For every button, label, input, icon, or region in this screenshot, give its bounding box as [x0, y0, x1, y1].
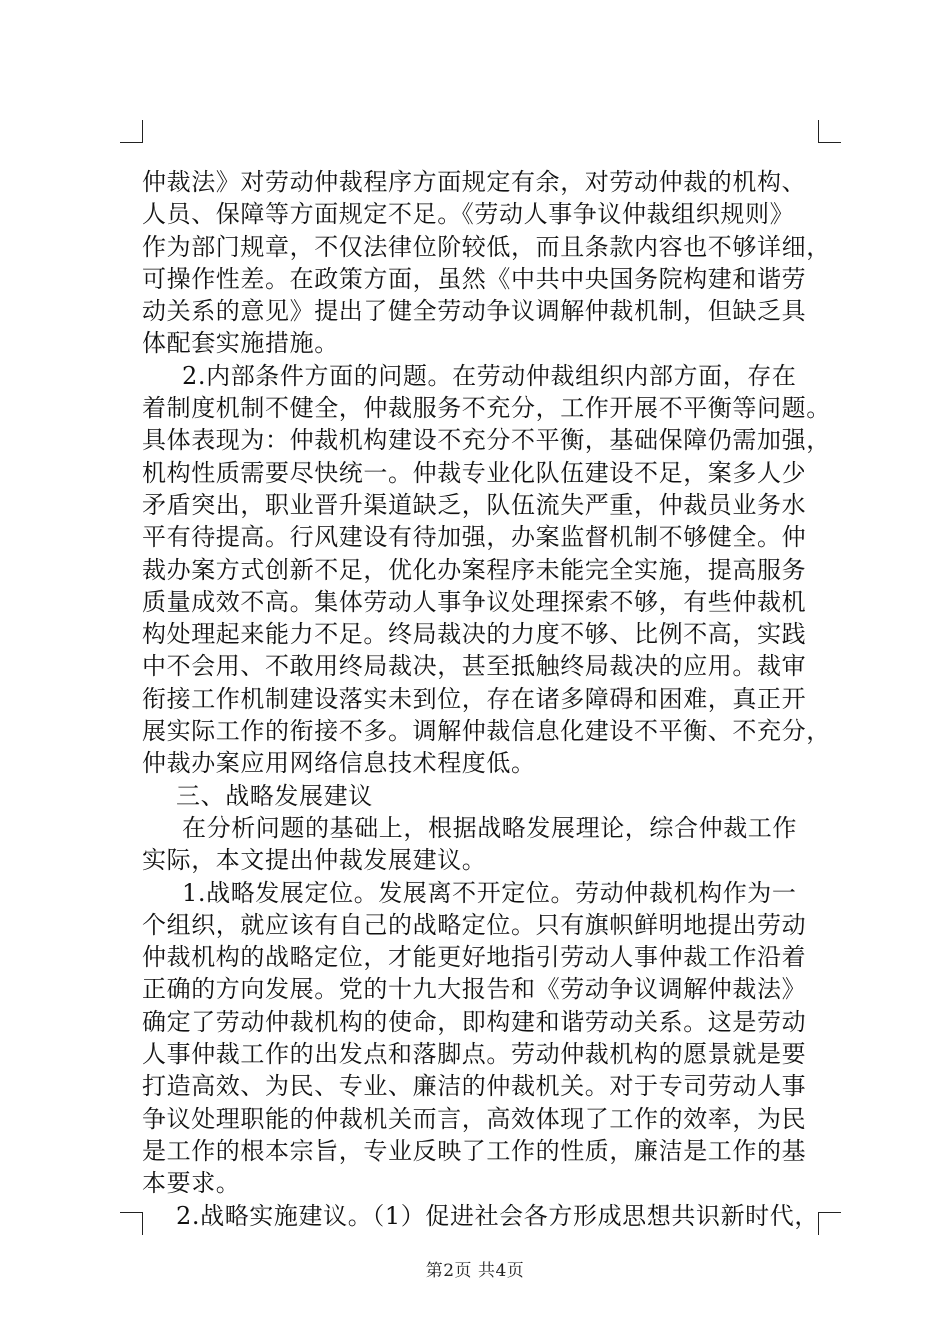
- text-line: 仲裁办案应用网络信息技术程度低。: [142, 749, 536, 778]
- crop-mark-top-left: [120, 120, 143, 143]
- paragraph-start-line: 1.战略发展定位。发展离不开定位。劳动仲裁机构作为一: [182, 878, 797, 907]
- text-line: 争议处理职能的仲裁机关而言，高效体现了工作的效率，为民: [142, 1104, 807, 1133]
- text-line: 仲裁法》对劳动仲裁程序方面规定有余，对劳动仲裁的机构、: [142, 168, 807, 196]
- paragraph-start-line: 2.内部条件方面的问题。在劳动仲裁组织内部方面，存在: [182, 361, 797, 390]
- text-line: 人事仲裁工作的出发点和落脚点。劳动仲裁机构的愿景就是要: [142, 1040, 807, 1069]
- text-line: 作为部门规章，不仅法律位阶较低，而且条款内容也不够详细，: [142, 232, 831, 261]
- text-line: 打造高效、为民、专业、廉洁的仲裁机关。对于专司劳动人事: [142, 1072, 807, 1101]
- text-line: 衔接工作机制建设落实未到位，存在诸多障碍和困难，真正开: [142, 684, 807, 713]
- paragraph-start-line: 2.战略实施建议。（1）促进社会各方形成思想共识新时代，: [176, 1201, 819, 1230]
- text-line: 质量成效不高。集体劳动人事争议处理探索不够，有些仲裁机: [142, 587, 807, 616]
- section-heading: 三、战略发展建议: [176, 781, 373, 810]
- text-line: 个组织，就应该有自己的战略定位。只有旗帜鲜明地提出劳动: [142, 910, 807, 939]
- text-line: 矛盾突出，职业晋升渠道缺乏，队伍流失严重，仲裁员业务水: [142, 490, 807, 519]
- crop-mark-top-right: [818, 120, 841, 143]
- text-line: 展实际工作的衔接不多。调解仲裁信息化建设不平衡、不充分，: [142, 717, 831, 746]
- body-text: [142, 166, 842, 1232]
- text-line: 中不会用、不敢用终局裁决，甚至抵触终局裁决的应用。裁审: [142, 652, 807, 681]
- page-number-footer: 第2页 共4页: [425, 1261, 525, 1281]
- text-line: 动关系的意见》提出了健全劳动争议调解仲裁机制，但缺乏具: [142, 297, 807, 326]
- text-line: 裁办案方式创新不足，优化办案程序未能完全实施，提高服务: [142, 555, 807, 584]
- text-line: 人员、保障等方面规定不足。《劳动人事争议仲裁组织规则》: [142, 200, 795, 229]
- text-line: 着制度机制不健全，仲裁服务不充分，工作开展不平衡等问题。: [142, 394, 831, 423]
- text-line: 确定了劳动仲裁机构的使命，即构建和谐劳动关系。这是劳动: [142, 1007, 807, 1036]
- text-line: 正确的方向发展。党的十九大报告和《劳动争议调解仲裁法》: [142, 975, 807, 1004]
- text-line: 实际，本文提出仲裁发展建议。: [142, 846, 487, 875]
- text-line: 是工作的根本宗旨，专业反映了工作的性质，廉洁是工作的基: [142, 1136, 807, 1165]
- text-line: 可操作性差。在政策方面，虽然《中共中央国务院构建和谐劳: [142, 264, 807, 293]
- text-line: 体配套实施措施。: [142, 329, 339, 358]
- text-line: 机构性质需要尽快统一。仲裁专业化队伍建设不足，案多人少: [142, 458, 807, 487]
- paragraph-start-line: 在分析问题的基础上，根据战略发展理论，综合仲裁工作: [182, 813, 797, 842]
- crop-mark-bottom-left: [120, 1212, 143, 1235]
- text-line: 仲裁机构的战略定位，才能更好地指引劳动人事仲裁工作沿着: [142, 943, 807, 972]
- text-line: 具体表现为：仲裁机构建设不充分不平衡，基础保障仍需加强，: [142, 426, 831, 455]
- text-line: 本要求。: [142, 1169, 241, 1198]
- text-line: 构处理起来能力不足。终局裁决的力度不够、比例不高，实践: [142, 620, 807, 649]
- text-line: 平有待提高。行风建设有待加强，办案监督机制不够健全。仲: [142, 523, 807, 552]
